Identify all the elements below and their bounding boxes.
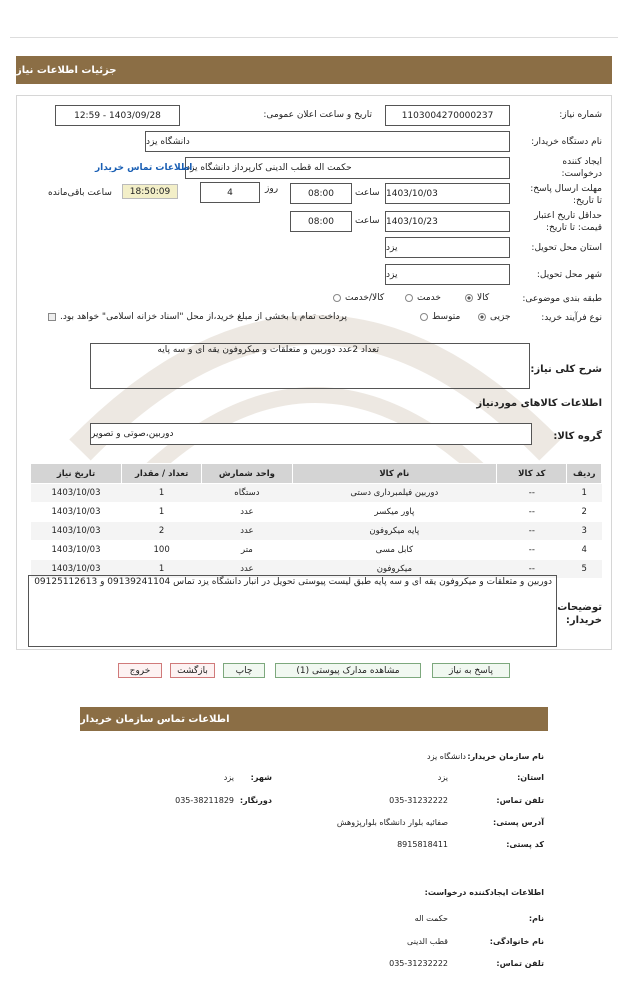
validity-date-field: 1403/10/23 bbox=[385, 211, 510, 232]
description-field bbox=[90, 343, 530, 389]
cell-name: پاور میکسر bbox=[292, 503, 497, 522]
contact-phone-label: تلفن تماس: bbox=[496, 796, 544, 805]
table-row bbox=[31, 503, 602, 522]
process-medium-radio[interactable] bbox=[420, 313, 428, 321]
category-label: طبقه بندی موضوعی: bbox=[522, 294, 602, 304]
contact-postal: 8915818411 bbox=[397, 840, 448, 849]
city-label: شهر محل تحویل: bbox=[536, 270, 602, 280]
cell-code: -- bbox=[497, 522, 567, 541]
cell-qty: 1 bbox=[122, 503, 202, 522]
process-option-medium[interactable] bbox=[420, 312, 460, 322]
cell-name: کابل مسی bbox=[292, 541, 497, 560]
contact-postal-label: کد پستی: bbox=[506, 840, 544, 849]
category-both-radio[interactable] bbox=[333, 294, 341, 302]
reply-date-field: 1403/10/03 bbox=[385, 183, 510, 204]
validity-time-label: ساعت bbox=[355, 216, 380, 226]
creator-phone: 035-31232222 bbox=[389, 959, 448, 968]
validity-label-1: حداقل تاریخ اعتبار bbox=[534, 211, 602, 221]
cell-row: 3 bbox=[567, 522, 602, 541]
back-button[interactable]: بازگشت bbox=[170, 663, 215, 678]
validity-label-2: قیمت: تا تاریخ: bbox=[546, 223, 602, 233]
days-field: 4 bbox=[200, 182, 260, 203]
goods-group-field: دوربین،صوتی و تصویر bbox=[90, 423, 532, 445]
contact-city-label: شهر: bbox=[250, 773, 272, 782]
process-medium-label: متوسط bbox=[432, 312, 461, 322]
contact-org-label: نام سازمان خریدار: bbox=[467, 752, 544, 761]
goods-group-label: گروه کالا: bbox=[553, 431, 602, 442]
cell-row: 2 bbox=[567, 503, 602, 522]
cell-unit: متر bbox=[202, 541, 292, 560]
cell-name: میکروفون bbox=[292, 560, 497, 579]
exit-button[interactable]: خروج bbox=[118, 663, 162, 678]
page-title-bar bbox=[16, 56, 612, 84]
contact-address: صفائیه بلوار دانشگاه بلوارپژوهش bbox=[336, 818, 448, 827]
reply-button[interactable]: پاسخ به نیاز bbox=[432, 663, 510, 678]
contact-org: دانشگاه یزد bbox=[427, 752, 466, 761]
col-qty: تعداد / مقدار bbox=[122, 464, 202, 484]
process-option-minor[interactable] bbox=[478, 312, 511, 322]
category-service-radio[interactable] bbox=[405, 294, 413, 302]
cell-date: 1403/10/03 bbox=[31, 484, 122, 503]
announce-field: 1403/09/28 - 12:59 bbox=[55, 105, 180, 126]
process-label: نوع فرآیند خرید: bbox=[541, 313, 602, 323]
category-option-goods[interactable] bbox=[465, 293, 489, 303]
category-option-both[interactable] bbox=[333, 293, 384, 303]
remaining-time-field: 18:50:09 bbox=[122, 184, 178, 199]
description-text: تعداد 2عدد دوربین و متعلقات و میکروفون یقه ای و سه پایه bbox=[157, 345, 379, 355]
col-row: ردیف bbox=[567, 464, 602, 484]
contact-fax: 035-38211829 bbox=[175, 796, 234, 805]
treasury-option[interactable] bbox=[48, 312, 347, 322]
contact-title-bar bbox=[80, 707, 548, 731]
cell-date: 1403/10/03 bbox=[31, 541, 122, 560]
creator-family: قطب الدینی bbox=[407, 937, 448, 946]
table-row bbox=[31, 484, 602, 503]
cell-row: 5 bbox=[567, 560, 602, 579]
process-minor-label: جزیی bbox=[490, 312, 511, 322]
table-row bbox=[31, 541, 602, 560]
category-goods-label: کالا bbox=[477, 293, 490, 303]
contact-province-label: استان: bbox=[517, 773, 544, 782]
description-label: شرح کلی نیاز: bbox=[530, 364, 602, 375]
buyer-org-label: نام دستگاه خریدار: bbox=[531, 137, 602, 147]
process-minor-radio[interactable] bbox=[478, 313, 486, 321]
cell-unit: عدد bbox=[202, 503, 292, 522]
col-name: نام کالا bbox=[292, 464, 497, 484]
reply-deadline-label-1: مهلت ارسال پاسخ: bbox=[530, 184, 602, 194]
creator-label-1: ایجاد کننده bbox=[562, 157, 602, 167]
category-goods-radio[interactable] bbox=[465, 294, 473, 302]
contact-fax-label: دورنگار: bbox=[239, 796, 272, 805]
cell-code: -- bbox=[497, 541, 567, 560]
cell-date: 1403/10/03 bbox=[31, 560, 122, 579]
treasury-note: پرداخت تمام یا بخشی از مبلغ خرید،از محل "اسناد خزانه اسلامی" خواهد بود. bbox=[60, 312, 348, 322]
cell-qty: 100 bbox=[122, 541, 202, 560]
contact-address-label: آدرس پستی: bbox=[493, 818, 544, 827]
need-number-label: شماره نیاز: bbox=[559, 110, 602, 120]
creator-phone-label: تلفن تماس: bbox=[496, 959, 544, 968]
cell-row: 1 bbox=[567, 484, 602, 503]
attachments-button[interactable]: مشاهده مدارک پیوستی (1) bbox=[275, 663, 421, 678]
buyer-notes-text: دوربین و متعلقات و میکروفون یقه ای و سه پایه طبق لیست پیوستی تحویل در انبار دانشگاه یزد تماس 09139241104 و 09125112613 bbox=[34, 577, 552, 587]
category-both-label: کالا/خدمت bbox=[345, 293, 385, 303]
cell-code: -- bbox=[497, 503, 567, 522]
validity-time-field: 08:00 bbox=[290, 211, 352, 232]
creator-family-label: نام خانوادگی: bbox=[489, 937, 544, 946]
buyer-notes-label-1: توضیحات bbox=[557, 602, 602, 613]
top-divider bbox=[10, 37, 618, 38]
category-service-label: خدمت bbox=[417, 293, 441, 303]
cell-name: پایه میکروفون bbox=[292, 522, 497, 541]
reply-time-field: 08:00 bbox=[290, 183, 352, 204]
cell-name: دوربین فیلمبرداری دستی bbox=[292, 484, 497, 503]
province-label: استان محل تحویل: bbox=[531, 243, 602, 253]
contact-city: یزد bbox=[223, 773, 234, 782]
cell-qty: 1 bbox=[122, 560, 202, 579]
creator-label-2: درخواست: bbox=[561, 169, 602, 179]
cell-date: 1403/10/03 bbox=[31, 503, 122, 522]
day-label: روز bbox=[265, 184, 279, 194]
contact-province: یزد bbox=[437, 773, 448, 782]
reply-time-label: ساعت bbox=[355, 188, 380, 198]
need-number-field: 1103004270000237 bbox=[385, 105, 510, 126]
buyer-org-field: دانشگاه یزد bbox=[145, 131, 510, 152]
city-field: یزد bbox=[385, 264, 510, 285]
reply-deadline-label-2: تا تاریخ: bbox=[572, 196, 602, 206]
cell-unit: عدد bbox=[202, 522, 292, 541]
contact-phone: 035-31232222 bbox=[389, 796, 448, 805]
buyer-notes-field bbox=[28, 575, 557, 647]
table-row bbox=[31, 522, 602, 541]
cell-unit: دستگاه bbox=[202, 484, 292, 503]
goods-table bbox=[30, 463, 602, 579]
creator-name-label: نام: bbox=[528, 914, 544, 923]
creator-field: حکمت اله قطب الدینی کارپرداز دانشگاه یزد bbox=[185, 157, 510, 179]
cell-row: 4 bbox=[567, 541, 602, 560]
cell-date: 1403/10/03 bbox=[31, 522, 122, 541]
cell-qty: 1 bbox=[122, 484, 202, 503]
category-option-service[interactable] bbox=[405, 293, 441, 303]
treasury-checkbox[interactable] bbox=[48, 313, 56, 321]
cell-code: -- bbox=[497, 560, 567, 579]
col-unit: واحد شمارش bbox=[202, 464, 292, 484]
goods-info-title: اطلاعات کالاهای موردنیاز bbox=[476, 398, 602, 409]
cell-code: -- bbox=[497, 484, 567, 503]
buyer-contact-link[interactable]: اطلاعات تماس خریدار bbox=[95, 163, 193, 173]
remaining-label: ساعت باقی‌مانده bbox=[48, 188, 112, 198]
announce-label: تاریخ و ساعت اعلان عمومی: bbox=[263, 110, 372, 120]
cell-qty: 2 bbox=[122, 522, 202, 541]
col-code: کد کالا bbox=[497, 464, 567, 484]
buyer-notes-label-2: خریدار: bbox=[565, 615, 602, 626]
contact-title: اطلاعات تماس سازمان خریدار bbox=[80, 713, 230, 725]
col-date: تاریخ نیاز bbox=[31, 464, 122, 484]
creator-section-title: اطلاعات ایجادکننده درخواست: bbox=[424, 888, 544, 897]
print-button[interactable]: چاپ bbox=[223, 663, 265, 678]
province-field: یزد bbox=[385, 237, 510, 258]
page-title: جزئیات اطلاعات نیاز bbox=[16, 64, 117, 76]
cell-unit: عدد bbox=[202, 560, 292, 579]
creator-name: حکمت اله bbox=[414, 914, 448, 923]
